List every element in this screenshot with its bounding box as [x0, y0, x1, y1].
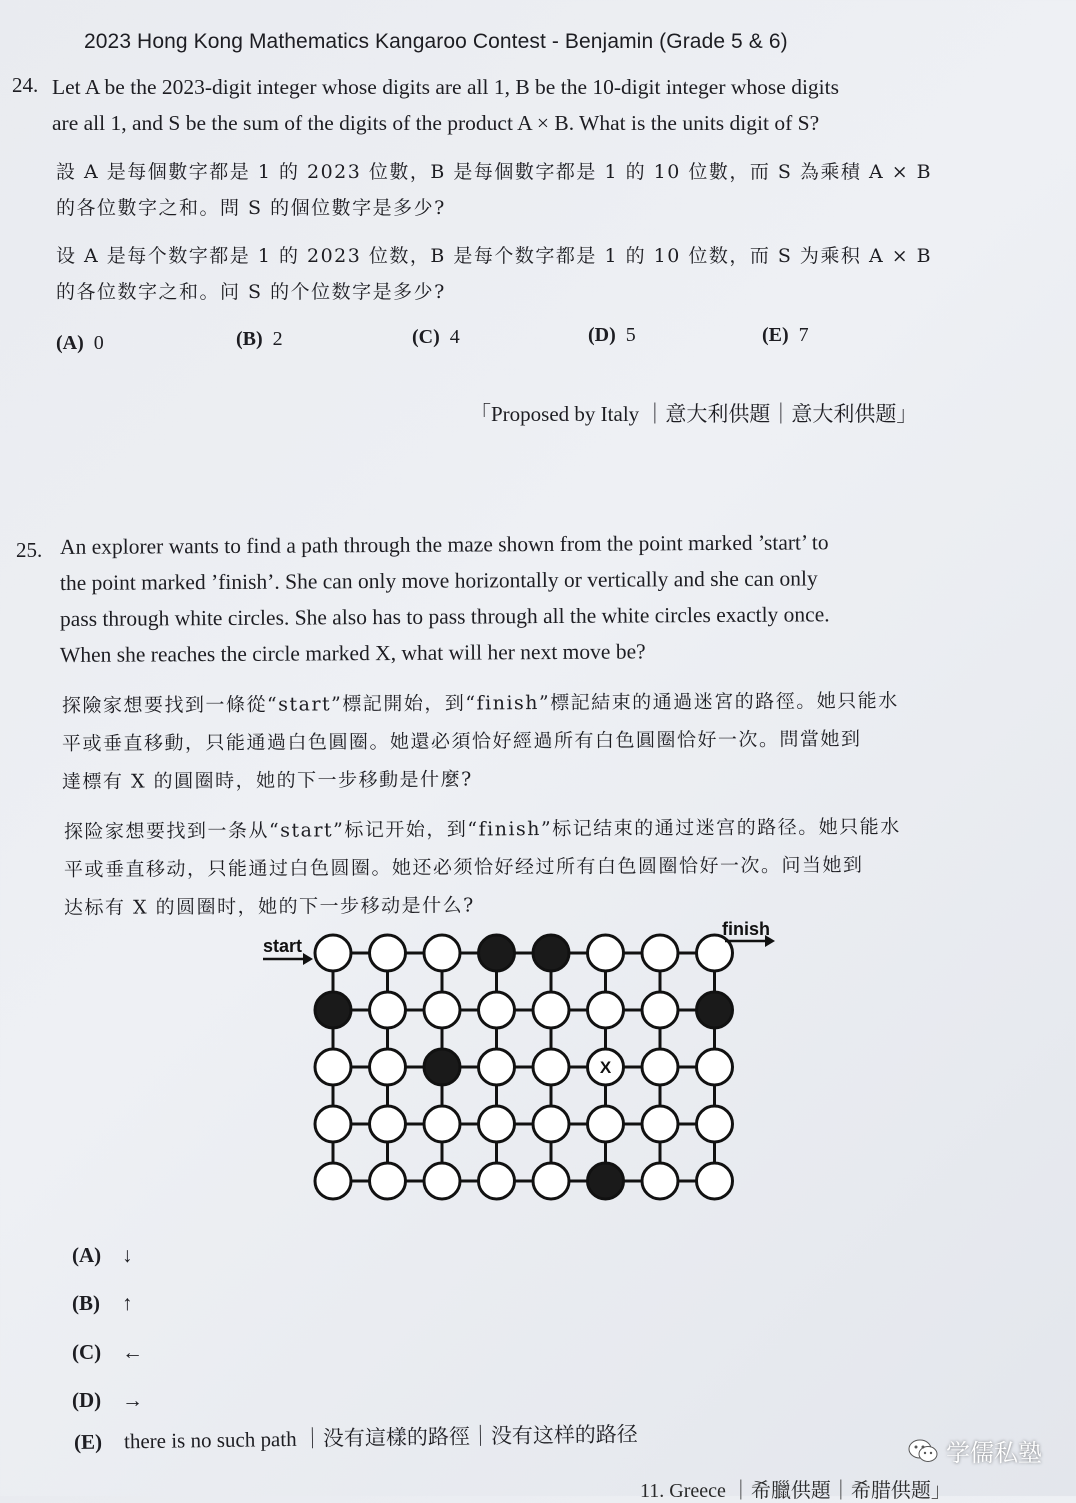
q24-sc-line2: 的各位数字之和。问 S 的个位数字是多少?	[56, 281, 446, 303]
maze-white-circle	[370, 1049, 406, 1085]
maze-white-circle	[697, 1049, 733, 1085]
q24-option-d: (D) 5	[588, 324, 636, 346]
maze-white-circle	[315, 1106, 351, 1142]
maze-white-circle	[533, 1163, 569, 1199]
q25-en-line1: An explorer wants to find a path through the maze shown from the point marked ’start’ to	[59, 530, 829, 559]
watermark-text: 学儒私塾	[946, 1439, 1042, 1467]
maze-white-circle	[642, 1163, 678, 1199]
maze-finish-label: finish	[722, 919, 770, 939]
q25-option-c: (C) ←	[72, 1340, 143, 1364]
q24-en-line1: Let A be the 2023-digit integer whose digits are all 1, B be the 10-digit integer whose digits	[52, 75, 839, 99]
watermark	[908, 1433, 1042, 1468]
q24-option-a: (A) 0	[56, 332, 104, 354]
q24-tc-line1: 設 A 是每個數字都是 1 的 2023 位數，B 是每個數字都是 1 的 10 位數，而 S 為乘積 A × B	[56, 161, 933, 183]
maze-diagram	[255, 915, 795, 1210]
maze-white-circle	[479, 1163, 515, 1199]
maze-black-circle	[588, 1163, 624, 1199]
q25-option-d: (D) →	[72, 1388, 143, 1412]
maze-black-circle	[315, 992, 351, 1028]
maze-black-circle	[697, 992, 733, 1028]
maze-white-circle	[424, 935, 460, 971]
maze-white-circle	[370, 1163, 406, 1199]
q25-number: 25.	[16, 538, 43, 562]
maze-white-circle	[533, 1049, 569, 1085]
q25-sc-line2: 平或垂直移动，只能通过白色圆圈。她还必须恰好经过所有白色圆圈恰好一次。问当她到	[63, 854, 864, 881]
maze-white-circle	[697, 1106, 733, 1142]
maze-white-circle	[315, 1049, 351, 1085]
maze-white-circle	[424, 992, 460, 1028]
maze-black-circle	[424, 1049, 460, 1085]
maze-svg	[255, 915, 795, 1205]
q24-en-line2: are all 1, and S be the sum of the digits of the product A × B. What is the units digit of S?	[52, 111, 820, 135]
maze-white-circle	[370, 935, 406, 971]
maze-white-circle	[642, 992, 678, 1028]
q25-tc-line3: 達標有 X 的圓圈時，她的下一步移動是什麼?	[61, 768, 473, 793]
maze-black-circle	[533, 935, 569, 971]
maze-white-circle	[533, 1106, 569, 1142]
q25-en-line2: the point marked ’finish’. She can only move horizontally or vertically and she can only	[59, 566, 818, 595]
q24-number: 24.	[12, 73, 39, 97]
maze-white-circle	[533, 992, 569, 1028]
maze-white-circle	[642, 1049, 678, 1085]
wechat-icon	[908, 1438, 938, 1464]
maze-white-circle	[315, 1163, 351, 1199]
maze-white-circle	[642, 935, 678, 971]
q24-option-e: (E) 7	[762, 324, 809, 346]
maze-white-circle	[479, 992, 515, 1028]
maze-white-circle	[588, 992, 624, 1028]
maze-white-circle	[588, 935, 624, 971]
maze-white-circle	[479, 1106, 515, 1142]
page-header: 2023 Hong Kong Mathematics Kangaroo Contest - Benjamin (Grade 5 & 6)	[84, 30, 788, 53]
q25-en-line4: When she reaches the circle marked X, what will her next move be?	[59, 639, 646, 667]
q25-option-a: (A) ↓	[72, 1243, 133, 1267]
maze-white-circle	[479, 1049, 515, 1085]
q24-option-b: (B) 2	[236, 328, 283, 350]
page-footer: 11. Greece ｜希臘供題｜希腊供题」	[640, 1480, 951, 1502]
q25-option-e: (E) there is no such path ｜没有這樣的路徑｜没有这样的路径	[73, 1422, 639, 1454]
maze-white-circle	[697, 1163, 733, 1199]
maze-white-circle	[315, 935, 351, 971]
maze-white-circle	[588, 1106, 624, 1142]
q24-tc-line2: 的各位數字之和。問 S 的個位數字是多少?	[56, 197, 446, 219]
q25-option-b: (B) ↑	[72, 1291, 133, 1315]
maze-white-circle	[424, 1163, 460, 1199]
q25-sc-line1: 探险家想要找到一条从“start”标记开始，到“finish”标记结束的通过迷宫的路径。她只能水	[63, 815, 901, 843]
q25-sc-line3: 达标有 X 的圆圈时，她的下一步移动是什么?	[63, 894, 475, 919]
q25-en-line3: pass through white circles. She also has to pass through all the white circles exactly once.	[59, 602, 830, 631]
q24-option-c: (C) 4	[412, 326, 460, 348]
maze-white-circle	[370, 1106, 406, 1142]
maze-white-circle	[424, 1106, 460, 1142]
maze-x-marker: X	[599, 1058, 612, 1077]
maze-start-label: start	[263, 936, 303, 956]
q25-tc-line2: 平或垂直移動，只能通過白色圓圈。她還必須恰好經過所有白色圓圈恰好一次。問當她到	[61, 728, 862, 755]
maze-black-circle	[479, 935, 515, 971]
maze-white-circle	[370, 992, 406, 1028]
q25-tc-line1: 探險家想要找到一條從“start”標記開始，到“finish”標記結束的通過迷宮的路徑。她只能水	[61, 689, 899, 717]
maze-white-circle	[642, 1106, 678, 1142]
q24-sc-line1: 设 A 是每个数字都是 1 的 2023 位数，B 是每个数字都是 1 的 10 位数，而 S 为乘积 A × B	[56, 245, 933, 267]
q24-proposed-by: 「Proposed by Italy ｜意大利供題｜意大利供题」	[470, 402, 918, 426]
